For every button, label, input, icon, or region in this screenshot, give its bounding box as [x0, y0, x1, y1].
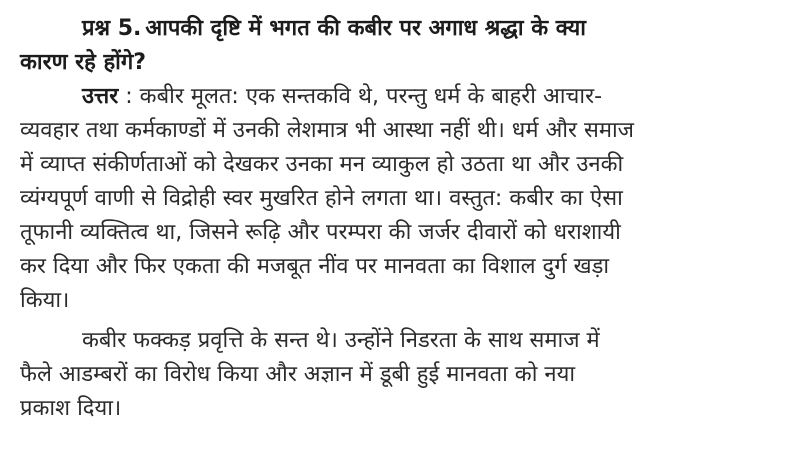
question-line-1	[20, 12, 783, 46]
answer-paragraph-2	[20, 324, 783, 426]
answer-line-5: तूफानी व्यक्तित्व था, जिसने रूढ़ि और परम्परा की जर्जर दीवारों को धराशायी	[20, 220, 621, 245]
answer-paragraph-1	[20, 80, 783, 318]
answer-line-7: किया।	[20, 288, 70, 313]
para2-line-2: फैले आडम्बरों का विरोध किया और अज्ञान में डूबी हुई मानवता को नया	[20, 362, 576, 387]
question-label: प्रश्न 5.	[82, 16, 142, 41]
answer-line-4: व्यंग्यपूर्ण वाणी से विद्रोही स्वर मुखरित होने लगता था। वस्तुत: कबीर का ऐसा	[20, 186, 623, 211]
answer-separator: :	[118, 84, 140, 109]
question-line-2: कारण रहे होंगे?	[20, 50, 147, 75]
answer-line-6: कर दिया और फिर एकता की मजबूत नींव पर मानवता का विशाल दुर्ग खड़ा	[20, 254, 610, 279]
para2-line-3: प्रकाश दिया।	[20, 396, 122, 421]
para2-text-1: कबीर फक्कड़ प्रवृत्ति के सन्त थे। उन्होंने निडरता के साथ समाज में	[82, 328, 600, 353]
answer-line-3: में व्याप्त संकीर्णताओं को देखकर उनका मन व्याकुल हो उठता था और उनकी	[20, 152, 624, 177]
question-text-1: आपकी दृष्टि में भगत की कबीर पर अगाध श्रद्धा के क्या	[145, 16, 586, 41]
question-heading	[20, 12, 783, 80]
para2-line-1	[20, 324, 783, 358]
answer-label: उत्तर	[82, 84, 119, 109]
answer-line-2: व्यवहार तथा कर्मकाण्डों में उनकी लेशमात्र भी आस्था नहीं थी। धर्म और समाज	[20, 118, 635, 143]
answer-line-1	[20, 80, 783, 114]
answer-text-1: कबीर मूलत: एक सन्तकवि थे, परन्तु धर्म के बाहरी आचार-	[139, 84, 603, 109]
